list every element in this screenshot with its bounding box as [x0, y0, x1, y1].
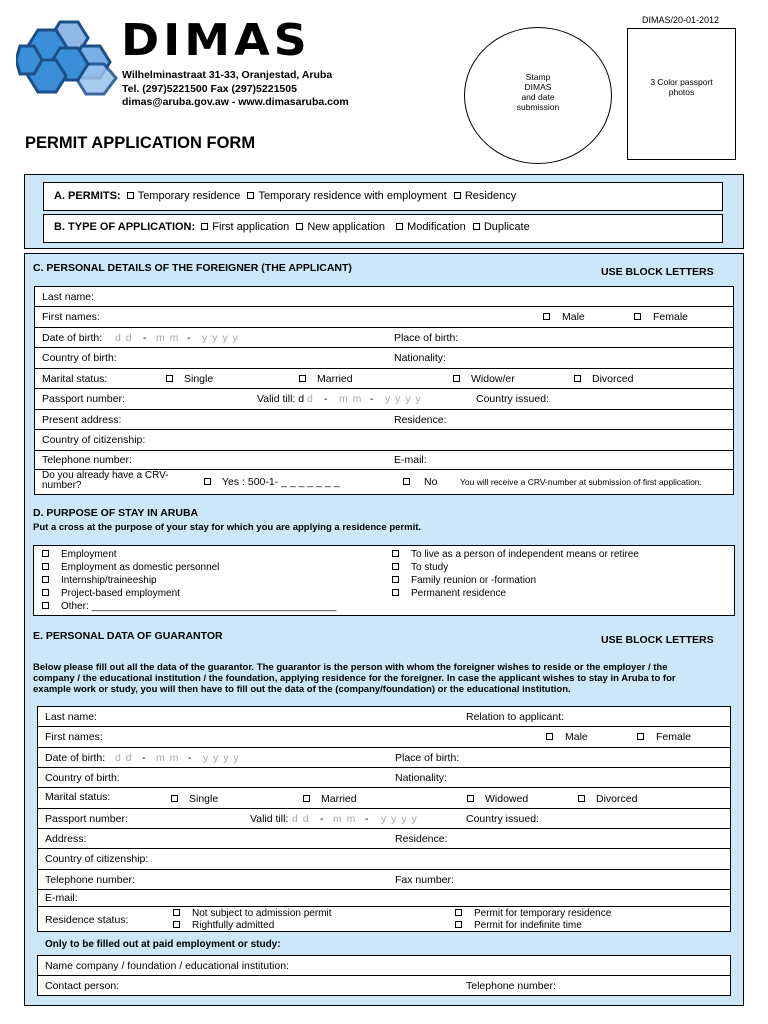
- place-of-birth-label: Place of birth:: [394, 332, 459, 344]
- org-name: DIMAS: [121, 14, 311, 66]
- crv-yes-checkbox[interactable]: [204, 478, 211, 485]
- duplicate-label: Duplicate: [483, 221, 530, 233]
- first-application-label: First application: [212, 221, 290, 233]
- single-checkbox[interactable]: [166, 375, 173, 382]
- paid-employment-note: Only to be filled out at paid employment or study:: [45, 939, 281, 950]
- duplicate-checkbox[interactable]: [473, 223, 480, 230]
- permit-residency-checkbox[interactable]: [454, 192, 461, 199]
- male-checkbox[interactable]: [543, 313, 550, 320]
- crv-yes-label: Yes : 500-1- _ _ _ _ _ _ _: [222, 476, 340, 488]
- org-address: Wilhelminastraat 31-33, Oranjestad, Aruba: [122, 69, 333, 81]
- married-checkbox[interactable]: [299, 375, 306, 382]
- last-name-label: Last name:: [42, 291, 94, 303]
- not-subject-permit[interactable]: Not subject to admission permit: [173, 908, 332, 920]
- new-application-label: New application: [307, 221, 385, 233]
- dob-dd-placeholder: d d: [115, 332, 133, 344]
- purpose-independent[interactable]: To live as a person of independent means or retiree: [392, 548, 639, 561]
- modification-label: Modification: [407, 221, 466, 233]
- org-phone: Tel. (297)5221500 Fax (297)5221505: [122, 83, 297, 95]
- permit-temp-residence-label: Temporary residence: [137, 190, 241, 202]
- permits-label: A. PERMITS:: [54, 190, 121, 202]
- form-title: PERMIT APPLICATION FORM: [25, 134, 256, 152]
- nationality-label: Nationality:: [394, 352, 446, 364]
- permit-temp-employment-checkbox[interactable]: [247, 192, 254, 199]
- dob-yyyy-placeholder: y y y y: [202, 332, 239, 344]
- female-label: Female: [653, 311, 689, 323]
- section-d-title: D. PURPOSE OF STAY IN ARUBA: [33, 507, 199, 519]
- present-address-label: Present address:: [42, 414, 122, 426]
- purpose-internship[interactable]: Internship/traineeship: [42, 574, 336, 587]
- purpose-family[interactable]: Family reunion or -formation: [392, 574, 639, 587]
- section-e-block-letters: USE BLOCK LETTERS: [601, 634, 714, 646]
- g-male-checkbox[interactable]: [546, 733, 553, 740]
- permit-temporary-residence[interactable]: Permit for temporary residence: [455, 908, 611, 920]
- g-female-checkbox[interactable]: [637, 733, 644, 740]
- permit-temp-employment-label: Temporary residence with employment: [258, 190, 447, 202]
- crv-note: You will receive a CRV-number at submission of first application.: [460, 477, 702, 487]
- female-checkbox[interactable]: [634, 313, 641, 320]
- section-ab: [24, 174, 744, 249]
- permits-box: [43, 182, 723, 211]
- residence-label: Residence:: [394, 414, 447, 426]
- application-type-label: B. TYPE OF APPLICATION:: [54, 221, 196, 233]
- application-type-box: [43, 214, 723, 243]
- purpose-other[interactable]: Other: ____________________________________________: [42, 600, 336, 613]
- new-application-checkbox[interactable]: [296, 223, 303, 230]
- first-application-checkbox[interactable]: [201, 223, 208, 230]
- purpose-employment[interactable]: Employment: [42, 548, 336, 561]
- purpose-permanent[interactable]: Permanent residence: [392, 587, 639, 600]
- section-d-subtitle: Put a cross at the purpose of your stay for which you are applying a residence permit.: [33, 522, 422, 533]
- crv-no-checkbox[interactable]: [403, 478, 410, 485]
- guarantor-table: Last name: Relation to applicant: First names: Male Female Date of birth: d d - m m - y y y y Place of birth: Country of birth: Nationality: Marital status: Single Married Widowed Divorced Passport number: Valid till: d d - m m - y y y y Country issued: Address: Residence: Country of citizenship: Telephone number: Fax number: E-mail: Residence status: Not subject to admission permit Rightfully admitted Permit for temporary residence Permit for indefinite time: [37, 706, 731, 932]
- dob-mm-placeholder: m m: [156, 332, 180, 344]
- photo-label: 3 Color passport photos: [650, 77, 713, 97]
- widow-checkbox[interactable]: [453, 375, 460, 382]
- permit-indefinite-time[interactable]: Permit for indefinite time: [455, 920, 611, 932]
- permit-temp-residence-checkbox[interactable]: [127, 192, 134, 199]
- org-web: dimas@aruba.gov.aw - www.dimasaruba.com: [122, 96, 349, 108]
- doc-reference: DIMAS/20-01-2012: [642, 15, 720, 25]
- dimas-logo-icon: [16, 16, 128, 102]
- dob-label: Date of birth:: [42, 332, 103, 344]
- crv-question: Do you already have a CRV- number?: [42, 470, 169, 491]
- section-c-title: C. PERSONAL DETAILS OF THE FOREIGNER (THE APPLICANT): [33, 262, 352, 274]
- telephone-label: Telephone number:: [42, 454, 132, 466]
- g-divorced-checkbox[interactable]: [578, 795, 585, 802]
- citizenship-label: Country of citizenship:: [42, 434, 146, 446]
- marital-status-label: Marital status:: [42, 373, 108, 385]
- applicant-table: Last name: First names: Male Female Date of birth: d d - m m - y y y y Place of birth: Country of birth: Nationality: Marital status: Single Married Widow/er Divorced Passport number: Valid till: d d - m m - y y y y Country issued: Present address: Residence: Country of citizenship: Telephone number: E-mail: Do you already have a CRV- number? Yes : 500-1- _ _ _ _ _ _ _ No You will receive a CRV-number at submission of first application.: [34, 286, 734, 495]
- company-table: Name company / foundation / educational institution: Contact person: Telephone number:: [37, 955, 731, 996]
- purpose-project[interactable]: Project-based employment: [42, 587, 336, 600]
- rightfully-admitted[interactable]: Rightfully admitted: [173, 920, 332, 932]
- male-label: Male: [562, 311, 585, 323]
- email-label: E-mail:: [394, 454, 427, 466]
- stamp-label: Stamp DIMAS and date submission: [516, 72, 560, 112]
- country-issued-label: Country issued:: [476, 393, 549, 405]
- g-married-checkbox[interactable]: [303, 795, 310, 802]
- section-e-intro: Below please fill out all the data of the guarantor. The guarantor is the person with whom the foreigner wishes to reside or the employer / the company / the educational institution / the foundation, applying residence for the foreigner. In case the applicant wishes to stay in Aruba to for example work or study, you will then have to fill out the data of the (company/foundation) or the educational institution.: [33, 662, 676, 695]
- purpose-box: [33, 545, 735, 616]
- section-e-title: E. PERSONAL DATA OF GUARANTOR: [33, 630, 223, 642]
- valid-till-label: Valid till: d: [257, 393, 305, 405]
- section-c-block-letters: USE BLOCK LETTERS: [601, 266, 714, 278]
- g-single-checkbox[interactable]: [171, 795, 178, 802]
- section-cde: [24, 253, 744, 1006]
- passport-label: Passport number:: [42, 393, 125, 405]
- country-of-birth-label: Country of birth:: [42, 352, 117, 364]
- purpose-study[interactable]: To study: [392, 561, 639, 574]
- g-widowed-checkbox[interactable]: [467, 795, 474, 802]
- purpose-domestic[interactable]: Employment as domestic personnel: [42, 561, 336, 574]
- permit-residency-label: Residency: [464, 190, 517, 202]
- divorced-checkbox[interactable]: [574, 375, 581, 382]
- first-names-label: First names:: [42, 311, 100, 323]
- modification-checkbox[interactable]: [396, 223, 403, 230]
